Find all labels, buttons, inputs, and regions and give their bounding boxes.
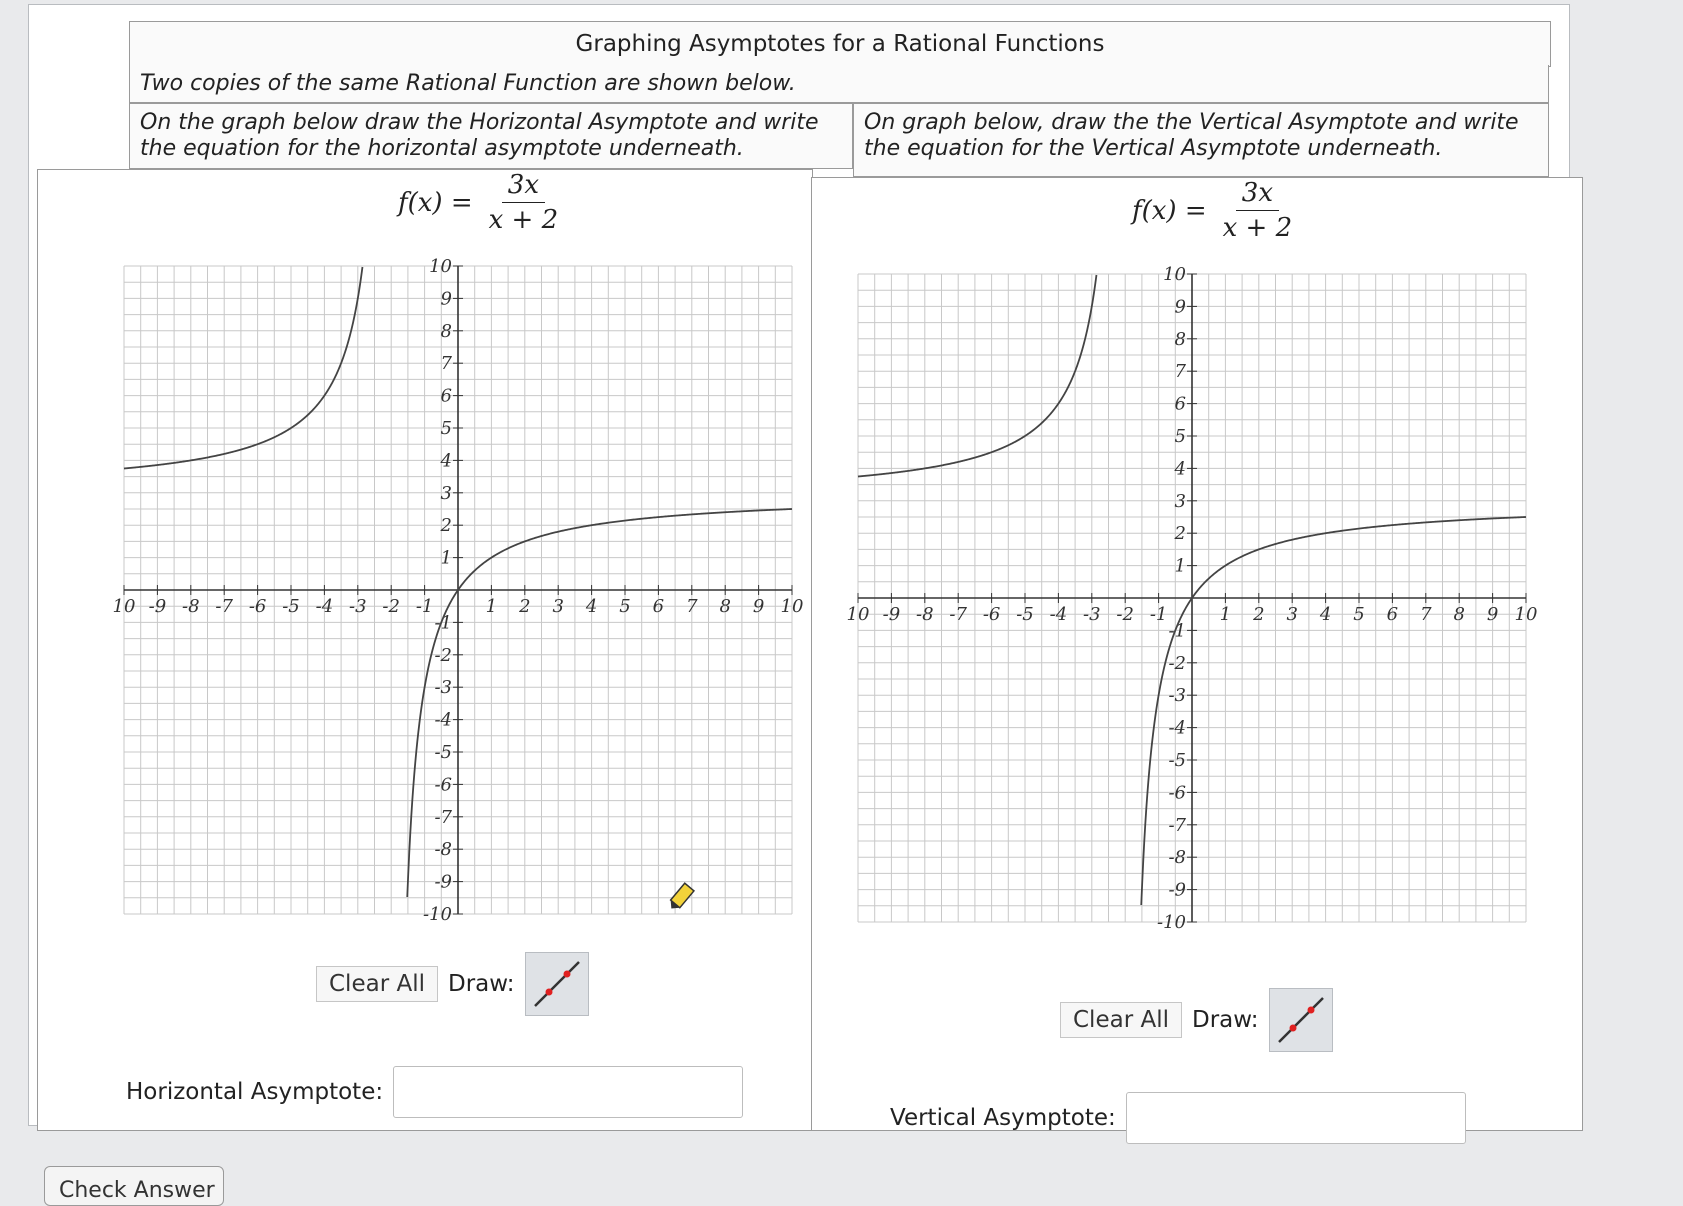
x-tick-label: -5 (282, 596, 300, 617)
x-tick-label: -9 (882, 604, 901, 625)
x-tick-label: 2 (1253, 604, 1265, 625)
x-tick-label: 5 (619, 596, 631, 617)
x-tick-label: -4 (315, 596, 334, 617)
y-tick-label: -7 (434, 806, 452, 828)
function-curve-left-branch (858, 275, 1096, 477)
y-tick-label: 2 (1174, 523, 1186, 545)
left-formula-denominator: x + 2 (488, 205, 559, 235)
y-tick-label: 1 (1174, 555, 1186, 577)
line-tool-icon (1273, 992, 1329, 1048)
function-curve-left-branch (124, 267, 362, 469)
right-controls (1060, 988, 1333, 1052)
horizontal-asymptote-input[interactable] (393, 1066, 743, 1118)
left-panel (37, 169, 813, 1131)
y-tick-label: -3 (1168, 685, 1186, 707)
y-tick-label: 8 (440, 320, 452, 342)
left-formula-lhs: f(x) = (398, 187, 473, 218)
right-draw-label: Draw: (1191, 1007, 1259, 1033)
y-tick-label: 6 (1174, 393, 1186, 415)
y-tick-label: -7 (1168, 814, 1186, 836)
left-controls (316, 952, 589, 1016)
y-tick-label: -10 (1157, 912, 1186, 933)
y-tick-label: 7 (440, 353, 452, 375)
right-formula (1132, 178, 1298, 243)
x-tick-label: -2 (1116, 604, 1134, 625)
x-tick-label: -7 (949, 604, 967, 625)
x-tick-label: 9 (752, 596, 765, 617)
left-graph[interactable] (108, 250, 808, 930)
y-tick-label: -8 (1168, 847, 1186, 869)
y-tick-label: 10 (429, 256, 452, 277)
x-tick-label: 1 (485, 596, 498, 617)
line-tool-icon (529, 956, 585, 1012)
y-tick-label: -1 (434, 612, 452, 634)
y-tick-label: -6 (434, 774, 452, 796)
pencil-cursor-icon (664, 880, 698, 914)
x-tick-label: -1 (415, 596, 434, 617)
right-answer-row (890, 1092, 1466, 1144)
x-tick-label: 10 (1514, 604, 1538, 625)
x-tick-label: 4 (585, 596, 598, 617)
x-tick-label: -5 (1016, 604, 1034, 625)
y-tick-label: 2 (440, 515, 452, 537)
right-formula-numerator: 3x (1236, 178, 1279, 211)
y-tick-label: 5 (1174, 426, 1186, 447)
y-tick-label: 4 (440, 450, 452, 472)
worksheet (28, 4, 1570, 1131)
right-clear-all-button[interactable]: Clear All (1060, 1002, 1182, 1038)
y-tick-label: -5 (1168, 750, 1186, 771)
x-tick-label: -1 (1149, 604, 1168, 625)
y-tick-label: -10 (423, 904, 452, 925)
left-clear-all-button[interactable]: Clear All (316, 966, 438, 1002)
left-formula (398, 170, 564, 235)
y-tick-label: 8 (1174, 328, 1186, 350)
left-line-tool-button[interactable] (525, 952, 589, 1016)
y-tick-label: 5 (440, 418, 452, 439)
x-tick-label: -8 (182, 596, 200, 617)
x-tick-label: -6 (248, 596, 267, 617)
x-tick-label: 2 (519, 596, 531, 617)
left-answer-row (126, 1066, 743, 1118)
y-tick-label: -9 (434, 871, 452, 893)
y-tick-label: 1 (440, 547, 452, 569)
right-instruction: On graph below, draw the the Vertical Asymptote and write the equation for the Vertical Asymptote underneath. (853, 103, 1549, 177)
y-tick-label: -1 (1168, 620, 1186, 642)
x-tick-label: -2 (382, 596, 400, 617)
left-formula-numerator: 3x (502, 170, 545, 203)
x-tick-label: 7 (1420, 604, 1432, 625)
x-tick-label: -4 (1049, 604, 1068, 625)
x-tick-label: 9 (1486, 604, 1499, 625)
y-tick-label: -5 (434, 742, 452, 763)
y-tick-label: -4 (1168, 717, 1186, 739)
x-tick-label: 3 (552, 596, 564, 617)
y-tick-label: 9 (1174, 296, 1186, 318)
y-tick-label: -6 (1168, 782, 1186, 804)
left-formula-fraction (483, 170, 565, 235)
y-tick-label: 4 (1174, 458, 1186, 480)
x-tick-label: 7 (686, 596, 698, 617)
x-tick-label: 1 (1219, 604, 1232, 625)
x-tick-label: 6 (652, 596, 665, 617)
right-formula-lhs: f(x) = (1132, 195, 1207, 226)
y-tick-label: 3 (440, 482, 452, 504)
page-subtitle: Two copies of the same Rational Function are shown below. (129, 65, 1549, 103)
x-tick-label: -8 (916, 604, 934, 625)
y-tick-label: -9 (1168, 879, 1186, 901)
x-tick-label: 8 (1453, 604, 1465, 625)
right-line-tool-button[interactable] (1269, 988, 1333, 1052)
y-tick-label: 9 (440, 288, 452, 310)
x-tick-label: 6 (1386, 604, 1399, 625)
x-tick-label: 4 (1319, 604, 1332, 625)
y-tick-label: -2 (1168, 652, 1186, 674)
x-tick-label: 8 (719, 596, 731, 617)
left-instruction: On the graph below draw the Horizontal Asymptote and write the equation for the horizontal asymptote underneath. (129, 103, 853, 169)
x-tick-label: 10 (112, 596, 136, 617)
x-tick-label: -3 (1083, 604, 1101, 625)
right-panel (811, 177, 1583, 1131)
vertical-asymptote-input[interactable] (1126, 1092, 1466, 1144)
vertical-asymptote-label: Vertical Asymptote: (890, 1105, 1116, 1131)
right-formula-denominator: x + 2 (1222, 213, 1293, 243)
y-tick-label: 10 (1163, 264, 1186, 285)
x-tick-label: -3 (349, 596, 367, 617)
right-graph[interactable] (842, 258, 1542, 938)
y-tick-label: -8 (434, 839, 452, 861)
y-tick-label: -4 (434, 709, 452, 731)
right-formula-fraction (1217, 178, 1299, 243)
page-title: Graphing Asymptotes for a Rational Functions (129, 21, 1551, 67)
x-tick-label: 10 (846, 604, 870, 625)
x-tick-label: -9 (148, 596, 167, 617)
y-tick-label: -3 (434, 677, 452, 699)
left-draw-label: Draw: (447, 971, 515, 997)
x-tick-label: 3 (1286, 604, 1298, 625)
horizontal-asymptote-label: Horizontal Asymptote: (126, 1079, 384, 1105)
y-tick-label: -2 (434, 644, 452, 666)
x-tick-label: 5 (1353, 604, 1365, 625)
y-tick-label: 6 (440, 385, 452, 407)
x-tick-label: -7 (215, 596, 233, 617)
check-answer-button[interactable]: Check Answer (44, 1166, 224, 1206)
y-tick-label: 3 (1174, 490, 1186, 512)
x-tick-label: -6 (982, 604, 1001, 625)
x-tick-label: 10 (780, 596, 804, 617)
y-tick-label: 7 (1174, 361, 1186, 383)
